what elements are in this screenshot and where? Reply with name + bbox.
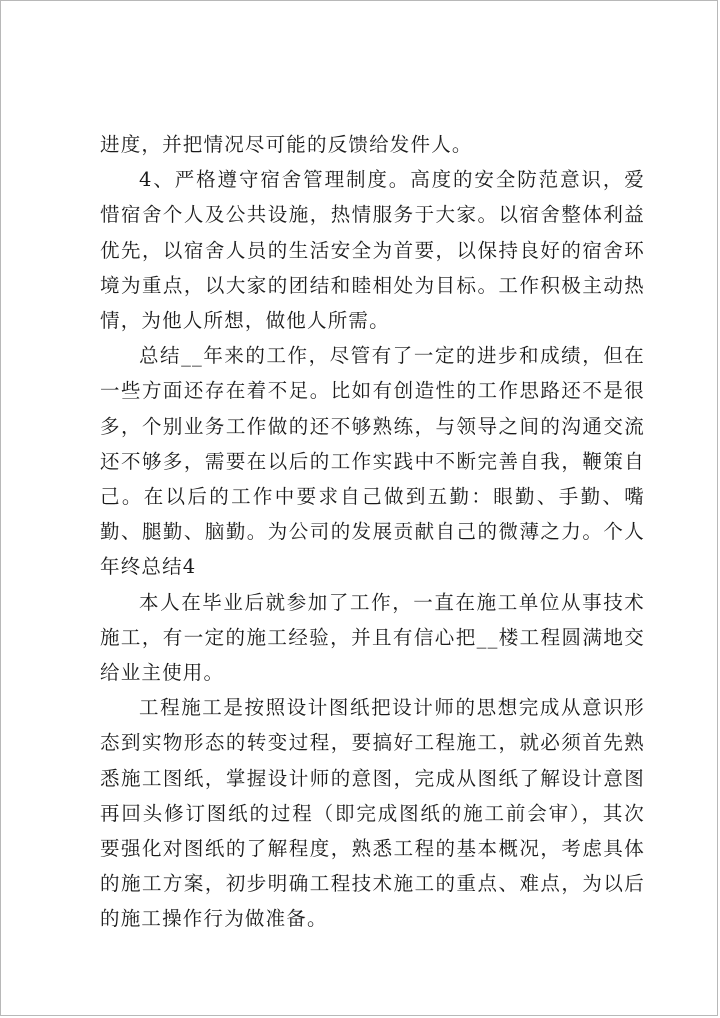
paragraph-construction: 工程施工是按照设计图纸把设计师的思想完成从意识形态到实物形态的转变过程，要搞好工程施工，就必须首先熟悉施工图纸，掌握设计师的意图，完成从图纸了解设计意图再回头修订图纸的过程（即完成图纸的施工前会审），其次要强化对图纸的了解程度，熟悉工程的基本概况，考虑具体的施工方案，初步明确工程技术施工的重点、难点，为以后的施工操作行为做准备。 <box>100 696 645 931</box>
paragraph-dorm-rules: 4、严格遵守宿舍管理制度。高度的安全防范意识，爱惜宿舍个人及公共设施，热情服务于大家。以宿舍整体利益优先，以宿舍人员的生活安全为首要，以保持良好的宿舍环境为重点，以大家的团结和睦相处为目标。工作积极主动热情，为他人所想，做他人所需。 <box>100 168 645 333</box>
paragraph-year-summary: 总结__年来的工作，尽管有了一定的进步和成绩，但在一些方面还存在着不足。比如有创造性的工作思路还不是很多，个别业务工作做的还不够熟练，与领导之间的沟通交流还不够多，需要在以后的工作实践中不断完善自我，鞭策自己。在以后的工作中要求自己做到五勤：眼勤、手勤、嘴勤、腿勤、脑勤。为公司的发展贡献自己的微薄之力。个人年终总结4 <box>100 344 645 579</box>
paragraph-continuation: 进度，并把情况尽可能的反馈给发件人。 <box>100 133 473 156</box>
document-body <box>100 127 645 937</box>
paragraph-intro-work: 本人在毕业后就参加了工作，一直在施工单位从事技术施工，有一定的施工经验，并且有信心把__楼工程圆满地交给业主使用。 <box>100 590 645 685</box>
